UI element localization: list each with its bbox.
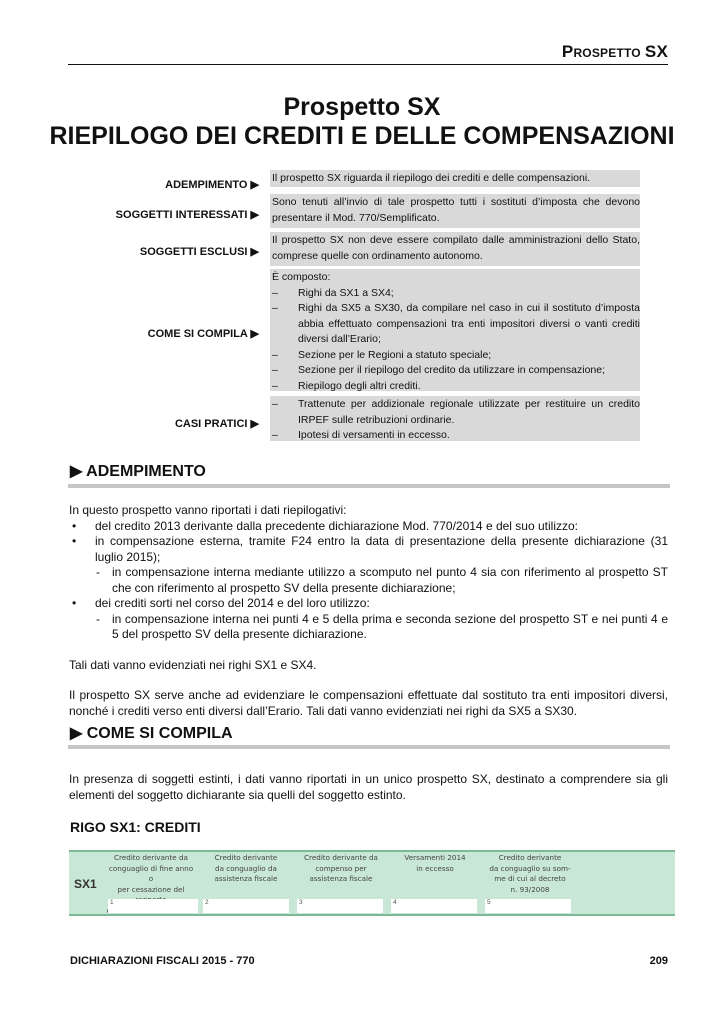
list-item: – Sezione per il riepilogo del credito da utilizzare in compensazione; bbox=[272, 364, 606, 376]
list-item: – Ipotesi di versamenti in eccesso. bbox=[272, 429, 450, 441]
summary-box-soggetti-esclusi: Il prospetto SX non deve essere compilato dalle amministrazioni dello Stato, comprese quelle con ordinamento autonomo. bbox=[270, 232, 640, 266]
row-label: SX1 bbox=[74, 877, 97, 891]
list-item: • del credito 2013 derivante dalla precedente dichiarazione Mod. 770/2014 e del suo utilizzo: bbox=[72, 518, 578, 533]
page-number: 209 bbox=[649, 955, 668, 967]
column-header: Credito derivante da conguaglio da assistenza fiscale bbox=[214, 853, 278, 883]
sub-list-item: - in compensazione interna nei punti 4 e 5 della prima e seconda sezione del prospetto ST e nei punti 4 e 5 del prospetto SV della presente dichiarazione. bbox=[96, 611, 668, 641]
input-field-3[interactable]: 3 bbox=[297, 899, 383, 913]
section-heading-adempimento: ▶ ADEMPIMENTO bbox=[70, 463, 206, 480]
list-item: – Righi da SX1 a SX4; bbox=[272, 286, 394, 299]
section-heading-come-si-compila: ▶ COME SI COMPILA bbox=[70, 725, 233, 742]
summary-box-casi-pratici bbox=[270, 396, 640, 441]
footer-title: DICHIARAZIONI FISCALI 2015 - 770 bbox=[70, 955, 255, 967]
input-field-4[interactable]: 4 bbox=[391, 899, 477, 913]
header-rule bbox=[68, 64, 668, 65]
input-field-1[interactable]: 1 bbox=[108, 899, 198, 913]
list-item: – Righi da SX5 a SX30, da compilare nel caso in cui il sostituto d’imposta abbia effettuato compensazioni tra enti impositori diversi o vanti crediti diversi dall’Erario; bbox=[272, 302, 640, 345]
summary-label-come-si-compila: COME SI COMPILA ▶ bbox=[147, 328, 259, 340]
page-subtitle: RIEPILOGO DEI CREDITI E DELLE COMPENSAZIONI bbox=[49, 122, 675, 150]
page-title: Prospetto SX bbox=[283, 93, 441, 121]
input-field-2[interactable]: 2 bbox=[203, 899, 289, 913]
column-header: Credito derivante da conguaglio su som- me di cui al decreto n. 93/2008 bbox=[489, 853, 571, 894]
column-header: Credito derivante da conguaglio di fine anno o per cessazione del bbox=[108, 853, 194, 894]
summary-box-adempimento: Il prospetto SX riguarda il riepilogo dei crediti e delle compensazioni. bbox=[270, 170, 640, 187]
running-header: PROSPETTO SX bbox=[561, 42, 668, 61]
come-si-compila-body: In presenza di soggetti estinti, i dati vanno riportati in un unico prospetto SX, destinato a comprendere sia gli elementi del soggetto dichiarante sia quelli del soggetto estinto. bbox=[69, 772, 668, 802]
list-item: • dei crediti sorti nel corso del 2014 e del loro utilizzo: bbox=[72, 596, 370, 610]
section-rule bbox=[68, 484, 670, 488]
summary-label-adempimento: ADEMPIMENTO ▶ bbox=[165, 179, 259, 191]
sub-list-item: - in compensazione interna mediante utilizzo a scomputo nel punto 4 sia con riferimento al prospetto ST che con riferimento al prospetto SV della presente dichiarazione; bbox=[96, 565, 668, 595]
summary-box-come-si-compila: È composto: – Righi da SX1 a SX4; – Righi da SX5 a SX30, da compilare nel caso in cui il sostituto d’imposta abbia effettuato compensazioni tra enti impositori diversi o vanti crediti diversi dall’Erario; – Sezione per le Regioni a statuto speciale; – Sezione per il riepilogo del credito da utilizzare in compensazione; – Riepilogo degli altri crediti. bbox=[270, 269, 640, 391]
list-item: – Trattenute per addizionale regionale utilizzate per restituire un credito IRPEF sulle retribuzioni ordinarie. bbox=[272, 398, 640, 426]
summary-label-casi-pratici: CASI PRATICI ▶ bbox=[174, 418, 259, 430]
section-rule bbox=[68, 745, 670, 749]
list-item: – Sezione per le Regioni a statuto speciale; bbox=[272, 348, 492, 361]
adempimento-body: In questo prospetto vanno riportati i dati riepilogativi: • del credito 2013 derivante dalla precedente dichiarazione Mod. 770/2014 e del suo utilizzo: • in compensazione esterna, tramite F24 entro la data di presentazione della presente dichiarazione (31 luglio 2015); - in compensazione interna mediante utilizzo a scomputo nel punto 4 sia con riferimento al prospetto ST che con riferimento al prospetto SV della presente dichiarazione; • dei crediti sorti nel corso del 2014 e del loro utilizzo: - in compensazione interna nei punti 4 e 5 della prima e seconda sezione del prospetto ST e nei punti 4 e 5 del prospetto SV della presente dichiarazione. Tali dati vanno evidenziati nei righi SX1 e SX4. Il prospetto SX serve anche ad evidenziare le compensazioni effettuate dal sostituto tra enti impositori diversi, nonché i crediti verso enti diversi dall’Erario. Tali dati vanno evidenziati nei righi da SX5 a SX30. bbox=[69, 503, 668, 718]
input-field-5[interactable]: 5 bbox=[485, 899, 571, 913]
list-item: – Riepilogo degli altri crediti. bbox=[272, 379, 421, 392]
list-item: • in compensazione esterna, tramite F24 entro la data di presentazione della presente dichiarazione (31 luglio 2015); bbox=[72, 534, 668, 564]
rigo-sx1-form bbox=[69, 850, 675, 916]
summary-label-soggetti-interessati: SOGGETTI INTERESSATI ▶ bbox=[115, 209, 259, 221]
column-header: Versamenti 2014 in eccesso bbox=[404, 853, 466, 873]
summary-box-soggetti-interessati: Sono tenuti all’invio di tale prospetto tutti i sostituti d’imposta che devono presentare il Mod. 770/Semplificato. bbox=[270, 194, 640, 228]
column-header: Credito derivante da compenso per assistenza fiscale bbox=[304, 853, 378, 883]
rigo-sx1-heading: RIGO SX1: CREDITI bbox=[70, 819, 201, 835]
summary-label-soggetti-esclusi: SOGGETTI ESCLUSI ▶ bbox=[139, 246, 259, 258]
